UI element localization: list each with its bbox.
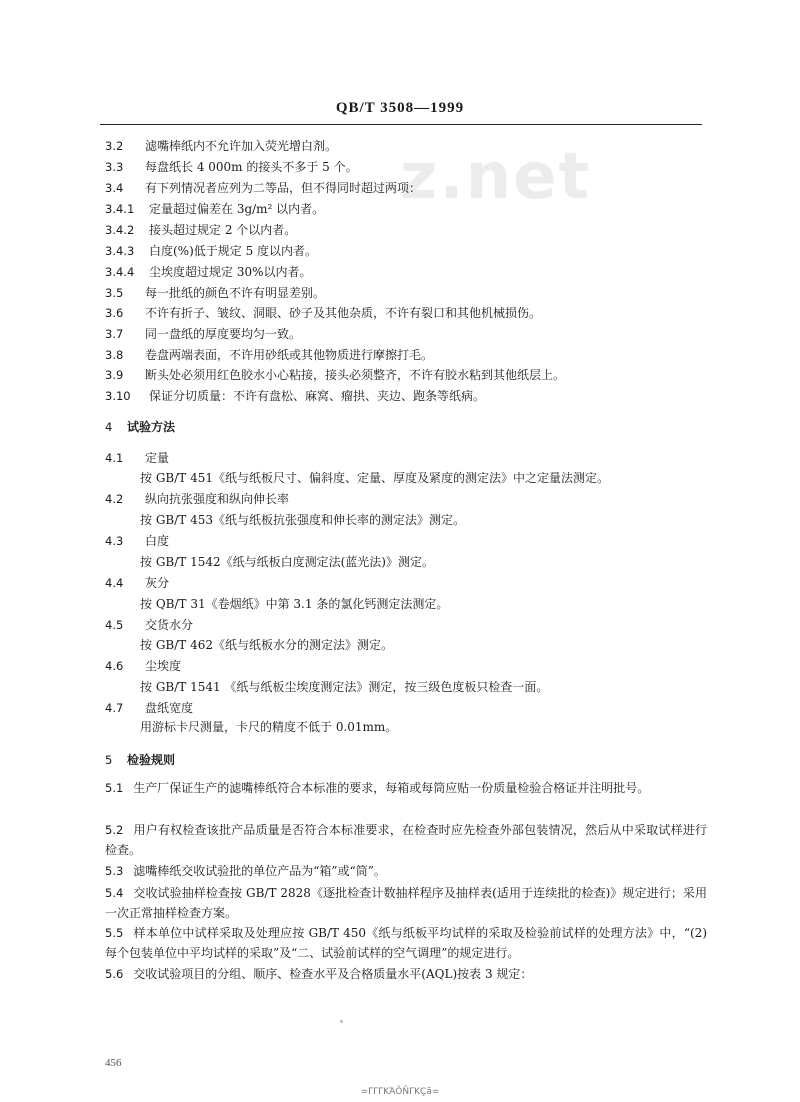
clause-number: 5.3 xyxy=(105,864,124,878)
clause-5-2 xyxy=(105,820,707,860)
clause-3-4-2 xyxy=(105,222,296,238)
clause-text: 交收试验抽样检查按 GB/T 2828《逐批检查计数抽样程序及抽样表(适用于连续批的检查)》规定进行；采用一次正常抽样检查方案。 xyxy=(105,886,707,920)
header-rule xyxy=(100,124,702,125)
watermark: z.net xyxy=(400,140,592,214)
clause-4-2-body: 按 GB/T 453《纸与纸板抗张强度和伸长率的测定法》测定。 xyxy=(140,513,465,527)
clause-number: 4.4 xyxy=(105,576,124,590)
clause-text: 生产厂保证生产的滤嘴棒纸符合本标准的要求，每箱或每筒应贴一份质量检验合格证并注明批号。 xyxy=(133,781,650,795)
clause-number: 4.5 xyxy=(105,618,124,632)
page-number: 456 xyxy=(105,1057,122,1069)
clause-3-3 xyxy=(105,159,358,175)
clause-5-5 xyxy=(105,923,707,963)
clause-heading: 尘埃度 xyxy=(145,659,182,673)
clause-heading: 交货水分 xyxy=(145,618,194,632)
clause-3-4-4 xyxy=(105,264,312,280)
clause-number: 5.6 xyxy=(105,967,124,981)
clause-text: 不许有折子、皱纹、洞眼、砂子及其他杂质，不许有裂口和其他机械损伤。 xyxy=(145,306,542,320)
clause-heading: 盘纸宽度 xyxy=(145,701,194,715)
clause-number: 3.7 xyxy=(105,327,124,341)
clause-number: 3.4.4 xyxy=(105,265,135,279)
clause-text: 滤嘴棒纸内不允许加入荧光增白剂。 xyxy=(145,139,338,153)
scan-speck xyxy=(340,1020,343,1023)
clause-number: 3.6 xyxy=(105,306,124,320)
clause-text: 交收试验项目的分组、顺序、检查水平及合格质量水平(AQL)按表 3 规定： xyxy=(133,967,533,981)
clause-4-2-heading xyxy=(105,491,289,507)
clause-3-10 xyxy=(105,388,485,404)
clause-4-5-body: 按 GB/T 462《纸与纸板水分的测定法》测定。 xyxy=(140,638,393,652)
section-5-heading xyxy=(105,752,175,768)
clause-5-4 xyxy=(105,883,707,923)
clause-3-7 xyxy=(105,326,301,342)
clause-text: 有下列情况者应列为二等品，但不得同时超过两项： xyxy=(145,181,422,195)
clause-5-3 xyxy=(105,861,707,881)
clause-text: 用户有权检查该批产品质量是否符合本标准要求，在检查时应先检查外部包装情况，然后从中采取试样进行检查。 xyxy=(105,823,707,857)
section-4-heading xyxy=(105,419,175,435)
clause-heading: 定量 xyxy=(145,451,170,465)
clause-number: 4.2 xyxy=(105,492,124,506)
clause-number: 3.2 xyxy=(105,139,124,153)
clause-4-3-body: 按 GB/T 1542《纸与纸板白度测定法(蓝光法)》测定。 xyxy=(140,555,434,569)
clause-number: 3.10 xyxy=(105,389,131,403)
clause-heading: 白度 xyxy=(145,534,170,548)
clause-3-8 xyxy=(105,347,433,363)
clause-text: 同一盘纸的厚度要均匀一致。 xyxy=(145,327,302,341)
clause-5-6 xyxy=(105,964,707,984)
clause-number: 3.3 xyxy=(105,160,124,174)
clause-3-5 xyxy=(105,285,325,301)
clause-4-1-body: 按 GB/T 451《纸与纸板尺寸、偏斜度、定量、厚度及紧度的测定法》中之定量法测定。 xyxy=(140,471,609,485)
clause-4-3-heading xyxy=(105,533,169,549)
clause-number: 3.4.1 xyxy=(105,202,135,216)
clause-number: 3.4.3 xyxy=(105,244,135,258)
clause-3-2 xyxy=(105,138,337,154)
clause-text: 白度(%)低于规定 5 度以内者。 xyxy=(149,244,318,258)
section-number: 4 xyxy=(105,420,113,434)
clause-3-6 xyxy=(105,305,541,321)
clause-text: 尘埃度超过规定 30%以内者。 xyxy=(149,265,312,279)
clause-number: 3.4.2 xyxy=(105,223,135,237)
clause-number: 5.2 xyxy=(105,823,124,837)
section-title: 试验方法 xyxy=(127,420,176,434)
clause-4-6-heading xyxy=(105,658,181,674)
clause-4-4-body: 按 QB/T 31《卷烟纸》中第 3.1 条的氯化钙测定法测定。 xyxy=(140,597,449,611)
clause-number: 3.5 xyxy=(105,286,124,300)
clause-number: 4.7 xyxy=(105,701,124,715)
footer-mark: =ΓΓΓΚΆÕÑΓΚÇã= xyxy=(360,1087,440,1097)
clause-3-4 xyxy=(105,180,421,196)
clause-number: 4.1 xyxy=(105,451,124,465)
clause-text: 卷盘两端表面，不许用砂纸或其他物质进行摩擦打毛。 xyxy=(145,348,434,362)
clause-4-7-heading xyxy=(105,700,193,716)
clause-3-4-3 xyxy=(105,243,317,259)
clause-text: 定量超过偏差在 3g/m² 以内者。 xyxy=(149,202,325,216)
clause-4-5-heading xyxy=(105,617,193,633)
clause-4-1-heading xyxy=(105,450,169,466)
clause-text: 每盘纸长 4 000m 的接头不多于 5 个。 xyxy=(145,160,358,174)
clause-number: 3.4 xyxy=(105,181,124,195)
clause-number: 5.5 xyxy=(105,926,124,940)
clause-text: 保证分切质量：不许有盘松、麻窝、瘤拱、夹边、跑条等纸病。 xyxy=(149,389,486,403)
clause-number: 3.9 xyxy=(105,368,124,382)
clause-4-4-heading xyxy=(105,575,169,591)
clause-3-9 xyxy=(105,367,565,383)
clause-3-4-1 xyxy=(105,201,324,217)
clause-number: 5.1 xyxy=(105,781,124,795)
clause-text: 接头超过规定 2 个以内者。 xyxy=(149,223,297,237)
clause-number: 3.8 xyxy=(105,348,124,362)
clause-text: 样本单位中试样采取及处理应按 GB/T 450《纸与纸板平均试样的采取及检验前试样的处理方法》中，“(2)每个包装单位中平均试样的采取”及“二、试验前试样的空气调理”的规定进行。 xyxy=(105,926,707,960)
clause-text: 断头处必须用红色胶水小心粘接，接头必须整齐，不许有胶水粘到其他纸层上。 xyxy=(145,368,566,382)
clause-text: 每一批纸的颜色不许有明显差别。 xyxy=(145,286,326,300)
clause-text: 滤嘴棒纸交收试验批的单位产品为“箱”或“筒”。 xyxy=(133,864,386,878)
standard-code: QB/T 3508—1999 xyxy=(335,100,465,116)
clause-5-1 xyxy=(105,778,707,798)
clause-heading: 纵向抗张强度和纵向伸长率 xyxy=(145,492,290,506)
clause-number: 5.4 xyxy=(105,886,124,900)
clause-number: 4.3 xyxy=(105,534,124,548)
section-title: 检验规则 xyxy=(127,753,176,767)
clause-number: 4.6 xyxy=(105,659,124,673)
clause-heading: 灰分 xyxy=(145,576,170,590)
clause-4-6-body: 按 GB/T 1541 《纸与纸板尘埃度测定法》测定，按三级色度板只检查一面。 xyxy=(140,680,549,694)
clause-4-7-body: 用游标卡尺测量，卡尺的精度不低于 0.01mm。 xyxy=(140,720,398,734)
section-number: 5 xyxy=(105,753,113,767)
